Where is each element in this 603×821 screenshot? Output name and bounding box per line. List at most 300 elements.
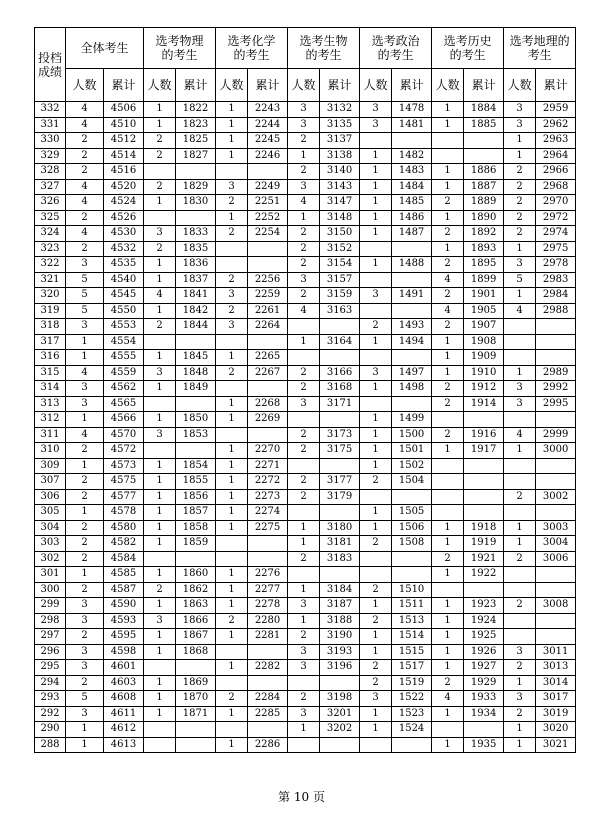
table-cell: 1 bbox=[432, 334, 464, 350]
table-cell bbox=[360, 241, 392, 257]
table-cell: 3138 bbox=[320, 148, 360, 164]
table-cell: 1 bbox=[360, 164, 392, 180]
table-cell: 2 bbox=[360, 582, 392, 598]
table-cell: 1 bbox=[504, 133, 536, 149]
table-cell: 1513 bbox=[392, 613, 432, 629]
table-cell bbox=[536, 505, 576, 521]
table-cell: 2 bbox=[66, 675, 104, 691]
table-cell: 5 bbox=[66, 272, 104, 288]
table-cell: 1 bbox=[504, 148, 536, 164]
table-cell: 1 bbox=[144, 598, 176, 614]
table-cell: 1 bbox=[504, 288, 536, 304]
table-cell: 3 bbox=[360, 117, 392, 133]
table-cell: 1 bbox=[144, 489, 176, 505]
table-cell: 1924 bbox=[464, 613, 504, 629]
table-cell: 1917 bbox=[464, 443, 504, 459]
table-cell bbox=[464, 489, 504, 505]
table-cell: 1850 bbox=[176, 412, 216, 428]
table-cell: 5 bbox=[66, 288, 104, 304]
table-cell: 1484 bbox=[392, 179, 432, 195]
score-cell: 321 bbox=[35, 272, 66, 288]
table-cell: 1506 bbox=[392, 520, 432, 536]
score-cell: 316 bbox=[35, 350, 66, 366]
table-cell: 1517 bbox=[392, 660, 432, 676]
table-cell bbox=[432, 489, 464, 505]
table-cell: 3 bbox=[288, 660, 320, 676]
table-cell: 1 bbox=[144, 520, 176, 536]
table-cell: 2963 bbox=[536, 133, 576, 149]
table-cell: 2264 bbox=[248, 319, 288, 335]
table-cell: 2 bbox=[504, 164, 536, 180]
table-cell: 3180 bbox=[320, 520, 360, 536]
table-cell bbox=[432, 148, 464, 164]
table-cell: 3190 bbox=[320, 629, 360, 645]
table-cell: 1934 bbox=[464, 706, 504, 722]
table-cell: 4550 bbox=[104, 303, 144, 319]
table-cell: 2251 bbox=[248, 195, 288, 211]
table-cell: 2 bbox=[66, 133, 104, 149]
table-row bbox=[35, 474, 576, 490]
table-row bbox=[35, 458, 576, 474]
table-cell: 1912 bbox=[464, 381, 504, 397]
table-cell: 1892 bbox=[464, 226, 504, 242]
table-cell: 4573 bbox=[104, 458, 144, 474]
table-cell: 1 bbox=[432, 443, 464, 459]
score-cell: 292 bbox=[35, 706, 66, 722]
table-cell bbox=[504, 474, 536, 490]
table-cell: 2 bbox=[432, 195, 464, 211]
table-cell bbox=[248, 551, 288, 567]
table-cell bbox=[536, 412, 576, 428]
table-cell: 1 bbox=[216, 489, 248, 505]
header-count: 人数 bbox=[288, 69, 320, 102]
table-cell: 1 bbox=[504, 536, 536, 552]
table-cell: 2992 bbox=[536, 381, 576, 397]
table-cell: 2 bbox=[216, 226, 248, 242]
table-cell bbox=[144, 210, 176, 226]
table-cell: 2 bbox=[216, 613, 248, 629]
table-cell bbox=[176, 396, 216, 412]
table-cell: 4 bbox=[66, 179, 104, 195]
table-cell bbox=[176, 210, 216, 226]
table-cell: 1827 bbox=[176, 148, 216, 164]
table-cell bbox=[288, 567, 320, 583]
score-cell: 314 bbox=[35, 381, 66, 397]
table-cell: 1 bbox=[432, 350, 464, 366]
table-cell bbox=[504, 319, 536, 335]
score-cell: 327 bbox=[35, 179, 66, 195]
table-cell: 1 bbox=[66, 737, 104, 753]
table-cell bbox=[216, 536, 248, 552]
table-cell bbox=[392, 350, 432, 366]
table-cell bbox=[504, 613, 536, 629]
table-cell: 1866 bbox=[176, 613, 216, 629]
table-cell: 1 bbox=[504, 722, 536, 738]
table-cell: 4526 bbox=[104, 210, 144, 226]
table-cell: 2276 bbox=[248, 567, 288, 583]
table-cell: 1 bbox=[432, 241, 464, 257]
table-cell: 1482 bbox=[392, 148, 432, 164]
table-cell: 1 bbox=[144, 536, 176, 552]
table-cell: 3181 bbox=[320, 536, 360, 552]
table-row bbox=[35, 629, 576, 645]
score-cell: 318 bbox=[35, 319, 66, 335]
table-cell: 3201 bbox=[320, 706, 360, 722]
table-cell bbox=[536, 474, 576, 490]
table-row bbox=[35, 288, 576, 304]
table-cell bbox=[432, 582, 464, 598]
table-row bbox=[35, 598, 576, 614]
score-cell: 307 bbox=[35, 474, 66, 490]
table-row bbox=[35, 148, 576, 164]
header-group: 选考化学 的考生 bbox=[216, 28, 288, 69]
table-cell: 1927 bbox=[464, 660, 504, 676]
table-cell bbox=[432, 474, 464, 490]
table-cell: 1 bbox=[432, 179, 464, 195]
table-cell: 2256 bbox=[248, 272, 288, 288]
table-row bbox=[35, 691, 576, 707]
table-cell: 3135 bbox=[320, 117, 360, 133]
score-cell: 310 bbox=[35, 443, 66, 459]
table-cell: 1857 bbox=[176, 505, 216, 521]
table-cell: 1 bbox=[216, 117, 248, 133]
table-cell: 1 bbox=[432, 629, 464, 645]
header-count: 人数 bbox=[144, 69, 176, 102]
table-cell: 3 bbox=[144, 427, 176, 443]
table-cell: 1 bbox=[360, 334, 392, 350]
table-cell: 1 bbox=[144, 381, 176, 397]
table-cell: 1 bbox=[144, 675, 176, 691]
table-cell: 2 bbox=[432, 427, 464, 443]
table-cell: 1504 bbox=[392, 474, 432, 490]
table-cell bbox=[144, 396, 176, 412]
table-cell: 2271 bbox=[248, 458, 288, 474]
table-cell bbox=[288, 505, 320, 521]
table-cell: 1825 bbox=[176, 133, 216, 149]
table-cell: 1884 bbox=[464, 102, 504, 118]
table-cell: 2 bbox=[288, 629, 320, 645]
header-cumulative: 累计 bbox=[320, 69, 360, 102]
table-cell: 1 bbox=[66, 412, 104, 428]
table-cell: 1909 bbox=[464, 350, 504, 366]
table-cell: 3196 bbox=[320, 660, 360, 676]
table-cell: 2245 bbox=[248, 133, 288, 149]
table-row bbox=[35, 117, 576, 133]
score-cell: 293 bbox=[35, 691, 66, 707]
table-cell: 2 bbox=[66, 582, 104, 598]
table-cell: 1830 bbox=[176, 195, 216, 211]
table-cell bbox=[176, 164, 216, 180]
table-cell: 2 bbox=[66, 241, 104, 257]
table-cell: 4516 bbox=[104, 164, 144, 180]
table-cell bbox=[392, 567, 432, 583]
table-cell: 1 bbox=[216, 350, 248, 366]
table-cell: 1 bbox=[216, 396, 248, 412]
table-row bbox=[35, 551, 576, 567]
table-cell: 2 bbox=[288, 474, 320, 490]
table-cell: 3020 bbox=[536, 722, 576, 738]
table-cell: 1905 bbox=[464, 303, 504, 319]
table-cell bbox=[464, 133, 504, 149]
table-cell: 4611 bbox=[104, 706, 144, 722]
table-cell bbox=[392, 133, 432, 149]
table-cell: 3 bbox=[216, 319, 248, 335]
table-cell: 2281 bbox=[248, 629, 288, 645]
table-cell: 2265 bbox=[248, 350, 288, 366]
table-cell: 2246 bbox=[248, 148, 288, 164]
table-cell: 3157 bbox=[320, 272, 360, 288]
table-cell: 2 bbox=[432, 319, 464, 335]
table-cell: 1 bbox=[66, 722, 104, 738]
table-cell: 3004 bbox=[536, 536, 576, 552]
table-cell: 3188 bbox=[320, 613, 360, 629]
table-cell: 3193 bbox=[320, 644, 360, 660]
score-cell: 311 bbox=[35, 427, 66, 443]
table-cell: 3017 bbox=[536, 691, 576, 707]
table-cell: 1 bbox=[432, 706, 464, 722]
table-cell: 1523 bbox=[392, 706, 432, 722]
table-cell: 3 bbox=[504, 257, 536, 273]
score-cell: 313 bbox=[35, 396, 66, 412]
table-row bbox=[35, 226, 576, 242]
table-cell bbox=[536, 350, 576, 366]
table-cell: 3021 bbox=[536, 737, 576, 753]
table-cell bbox=[392, 489, 432, 505]
table-cell: 1483 bbox=[392, 164, 432, 180]
table-cell bbox=[432, 412, 464, 428]
table-cell: 3 bbox=[144, 613, 176, 629]
table-cell: 1514 bbox=[392, 629, 432, 645]
table-row bbox=[35, 334, 576, 350]
table-cell: 1868 bbox=[176, 644, 216, 660]
table-cell: 2995 bbox=[536, 396, 576, 412]
table-cell: 1498 bbox=[392, 381, 432, 397]
table-cell: 4510 bbox=[104, 117, 144, 133]
table-cell: 1 bbox=[504, 443, 536, 459]
table-cell: 1837 bbox=[176, 272, 216, 288]
table-cell: 2974 bbox=[536, 226, 576, 242]
table-cell bbox=[216, 427, 248, 443]
table-cell: 3152 bbox=[320, 241, 360, 257]
score-cell: 305 bbox=[35, 505, 66, 521]
table-cell: 4 bbox=[66, 102, 104, 118]
table-cell: 1524 bbox=[392, 722, 432, 738]
table-cell: 3177 bbox=[320, 474, 360, 490]
table-cell: 1508 bbox=[392, 536, 432, 552]
table-cell: 4553 bbox=[104, 319, 144, 335]
table-cell: 4575 bbox=[104, 474, 144, 490]
table-cell bbox=[536, 334, 576, 350]
table-cell: 2 bbox=[432, 396, 464, 412]
table-cell: 2254 bbox=[248, 226, 288, 242]
header-cumulative: 累计 bbox=[248, 69, 288, 102]
table-cell: 3 bbox=[288, 117, 320, 133]
table-cell: 2 bbox=[504, 226, 536, 242]
table-cell bbox=[504, 350, 536, 366]
table-cell: 3179 bbox=[320, 489, 360, 505]
table-row bbox=[35, 303, 576, 319]
table-cell: 2 bbox=[432, 675, 464, 691]
table-row bbox=[35, 241, 576, 257]
table-cell: 1 bbox=[360, 458, 392, 474]
table-cell: 2 bbox=[288, 551, 320, 567]
table-cell: 5 bbox=[66, 303, 104, 319]
table-cell: 1 bbox=[360, 644, 392, 660]
table-cell: 3 bbox=[288, 706, 320, 722]
table-cell bbox=[216, 164, 248, 180]
table-cell: 2 bbox=[66, 474, 104, 490]
header-count: 人数 bbox=[504, 69, 536, 102]
header-cumulative: 累计 bbox=[392, 69, 432, 102]
table-cell bbox=[288, 319, 320, 335]
table-cell: 3 bbox=[360, 365, 392, 381]
table-cell: 1 bbox=[360, 257, 392, 273]
table-cell: 1 bbox=[144, 195, 176, 211]
table-cell: 2 bbox=[288, 226, 320, 242]
table-cell bbox=[176, 443, 216, 459]
table-cell: 1 bbox=[360, 381, 392, 397]
table-cell: 3 bbox=[66, 598, 104, 614]
table-cell bbox=[144, 660, 176, 676]
table-cell: 2259 bbox=[248, 288, 288, 304]
table-cell: 3147 bbox=[320, 195, 360, 211]
table-cell: 2249 bbox=[248, 179, 288, 195]
table-cell: 1841 bbox=[176, 288, 216, 304]
score-table bbox=[34, 27, 576, 753]
table-row bbox=[35, 396, 576, 412]
score-cell: 304 bbox=[35, 520, 66, 536]
table-cell: 3 bbox=[288, 272, 320, 288]
score-cell: 326 bbox=[35, 195, 66, 211]
score-cell: 331 bbox=[35, 117, 66, 133]
table-cell: 3002 bbox=[536, 489, 576, 505]
table-cell: 1 bbox=[288, 536, 320, 552]
table-cell: 1 bbox=[144, 412, 176, 428]
table-cell: 1 bbox=[432, 567, 464, 583]
table-cell: 1870 bbox=[176, 691, 216, 707]
table-cell: 2 bbox=[288, 257, 320, 273]
table-cell: 2273 bbox=[248, 489, 288, 505]
table-cell: 1511 bbox=[392, 598, 432, 614]
table-cell: 2280 bbox=[248, 613, 288, 629]
table-row bbox=[35, 272, 576, 288]
score-cell: 329 bbox=[35, 148, 66, 164]
table-cell bbox=[216, 644, 248, 660]
table-cell: 4562 bbox=[104, 381, 144, 397]
table-cell: 2261 bbox=[248, 303, 288, 319]
table-cell: 4 bbox=[504, 427, 536, 443]
table-cell: 3011 bbox=[536, 644, 576, 660]
table-cell: 1 bbox=[66, 334, 104, 350]
table-cell: 2999 bbox=[536, 427, 576, 443]
header-count: 人数 bbox=[216, 69, 248, 102]
table-cell: 2964 bbox=[536, 148, 576, 164]
table-cell: 4595 bbox=[104, 629, 144, 645]
table-cell: 4 bbox=[66, 427, 104, 443]
header-row-groups bbox=[35, 28, 576, 69]
table-cell bbox=[144, 164, 176, 180]
table-cell: 2 bbox=[504, 660, 536, 676]
table-cell: 1 bbox=[144, 303, 176, 319]
table-cell: 3159 bbox=[320, 288, 360, 304]
table-cell: 1 bbox=[432, 737, 464, 753]
table-cell: 1 bbox=[216, 660, 248, 676]
table-cell: 1 bbox=[360, 195, 392, 211]
table-cell bbox=[360, 489, 392, 505]
table-cell: 4535 bbox=[104, 257, 144, 273]
table-row bbox=[35, 489, 576, 505]
table-cell bbox=[392, 303, 432, 319]
table-cell: 2 bbox=[288, 691, 320, 707]
table-cell: 2 bbox=[432, 257, 464, 273]
table-cell: 1502 bbox=[392, 458, 432, 474]
table-cell: 1 bbox=[144, 257, 176, 273]
table-cell: 3198 bbox=[320, 691, 360, 707]
table-cell bbox=[288, 458, 320, 474]
table-cell: 2 bbox=[360, 474, 392, 490]
table-cell bbox=[320, 675, 360, 691]
table-cell: 2989 bbox=[536, 365, 576, 381]
table-cell bbox=[432, 722, 464, 738]
table-cell: 3163 bbox=[320, 303, 360, 319]
score-cell: 319 bbox=[35, 303, 66, 319]
score-cell: 302 bbox=[35, 551, 66, 567]
table-cell: 1 bbox=[360, 412, 392, 428]
table-row bbox=[35, 675, 576, 691]
table-cell: 1860 bbox=[176, 567, 216, 583]
table-cell: 1 bbox=[288, 210, 320, 226]
table-cell bbox=[176, 334, 216, 350]
table-cell: 2 bbox=[66, 443, 104, 459]
header-count: 人数 bbox=[432, 69, 464, 102]
table-cell: 2 bbox=[66, 629, 104, 645]
table-cell bbox=[464, 148, 504, 164]
table-cell: 2 bbox=[66, 148, 104, 164]
table-cell: 1862 bbox=[176, 582, 216, 598]
table-row bbox=[35, 365, 576, 381]
table-cell: 4 bbox=[432, 691, 464, 707]
table-cell: 4554 bbox=[104, 334, 144, 350]
table-cell: 1 bbox=[288, 613, 320, 629]
table-cell: 2 bbox=[360, 675, 392, 691]
table-cell: 4566 bbox=[104, 412, 144, 428]
table-cell: 1 bbox=[216, 133, 248, 149]
table-cell: 4613 bbox=[104, 737, 144, 753]
table-cell: 2243 bbox=[248, 102, 288, 118]
table-cell bbox=[288, 412, 320, 428]
table-row bbox=[35, 443, 576, 459]
table-cell: 2 bbox=[504, 706, 536, 722]
table-cell: 3202 bbox=[320, 722, 360, 738]
table-cell: 3187 bbox=[320, 598, 360, 614]
table-cell: 1 bbox=[504, 737, 536, 753]
table-cell bbox=[536, 319, 576, 335]
score-cell: 301 bbox=[35, 567, 66, 583]
score-cell: 320 bbox=[35, 288, 66, 304]
table-cell: 3003 bbox=[536, 520, 576, 536]
table-row bbox=[35, 195, 576, 211]
table-cell: 1 bbox=[144, 350, 176, 366]
table-cell: 1499 bbox=[392, 412, 432, 428]
header-group: 选考政治 的考生 bbox=[360, 28, 432, 69]
score-cell: 296 bbox=[35, 644, 66, 660]
table-row bbox=[35, 582, 576, 598]
table-cell: 2244 bbox=[248, 117, 288, 133]
table-cell: 4580 bbox=[104, 520, 144, 536]
table-cell bbox=[432, 505, 464, 521]
table-cell: 1 bbox=[288, 334, 320, 350]
score-cell: 317 bbox=[35, 334, 66, 350]
